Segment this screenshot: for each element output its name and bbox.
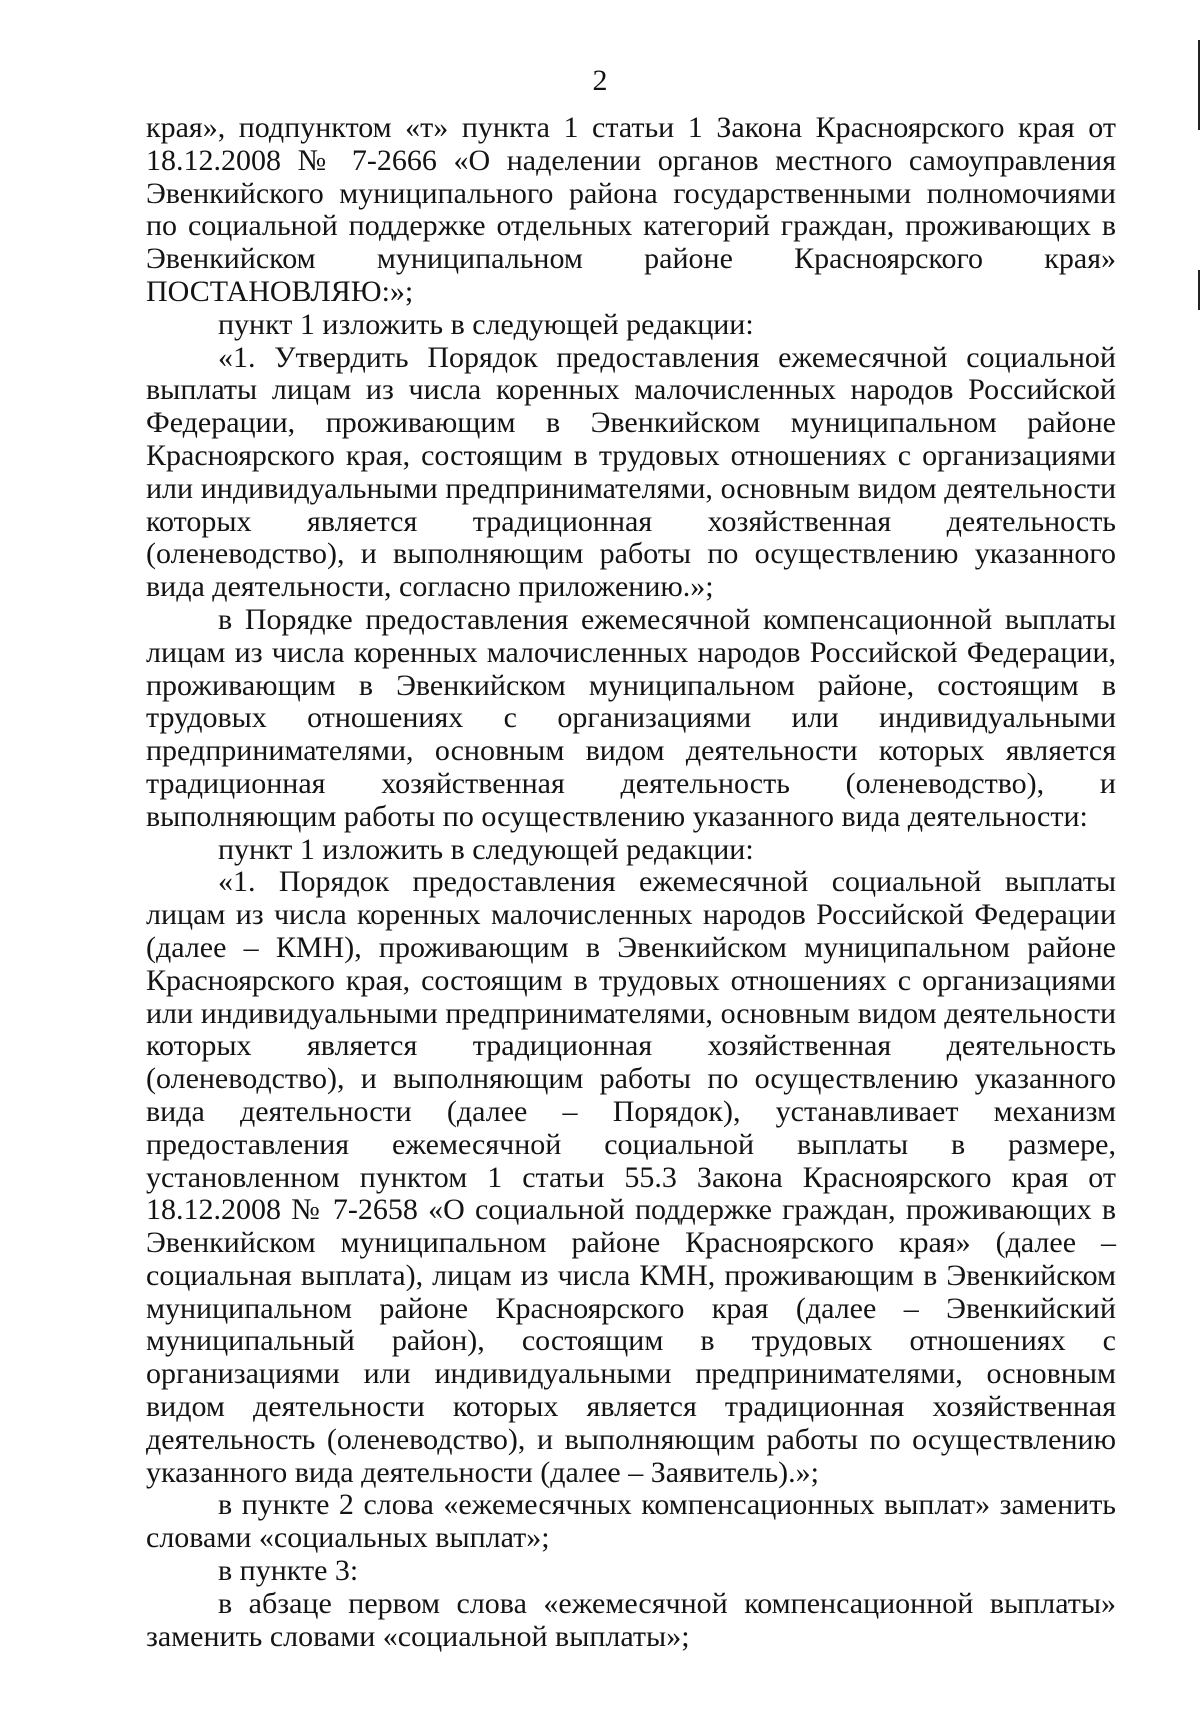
paragraph: «1. Утвердить Порядок предоставления ежемесячной социальной выплаты лицам из числа коренных малочисленных народов Российской Федерации, проживающим в Эвенкийском муниципальном районе Красноярского края, состоящим в трудовых отношениях с организациями или индивидуальными предпринимателями, основным видом деятельности которых является традиционная хозяйственная деятельность (оленеводство), и выполняющим работы по осуществлению указанного вида деятельности, согласно приложению.»; xyxy=(146,340,1116,604)
paragraph: края», подпунктом «т» пункта 1 статьи 1 Закона Красноярского края от 18.12.2008 № 7-2666 «О наделении органов местного самоуправления Эвенкийского муниципального района государственными полномочиями по социальной поддержке отдельных категорий граждан, проживающих в Эвенкийском муниципальном районе Красноярского края» ПОСТАНОВЛЯЮ:»; xyxy=(146,111,1116,308)
paragraph: в пункте 3: xyxy=(218,1554,359,1588)
paragraph: в пункте 2 слова «ежемесячных компенсационных выплат» заменить словами «социальных выплат»; xyxy=(146,1488,1116,1555)
document-body xyxy=(146,112,1116,1653)
paragraph: в абзаце первом слова «ежемесячной компенсационной выплаты» заменить словами «социальной выплаты»; xyxy=(146,1586,1116,1653)
paragraph: пункт 1 изложить в следующей редакции: xyxy=(218,832,754,866)
paragraph: в Порядке предоставления ежемесячной компенсационной выплаты лицам из числа коренных малочисленных народов Российской Федерации, проживающим в Эвенкийском муниципальном районе, состоящим в трудовых отношениях с организациями или индивидуальными предпринимателями, основным видом деятельности которых является традиционная хозяйственная деятельность (оленеводство), и выполняющим работы по осуществлению указанного вида деятельности: xyxy=(146,602,1116,833)
paragraph: пункт 1 изложить в следующей редакции: xyxy=(218,307,754,341)
page-number: 2 xyxy=(592,64,608,97)
paragraph: «1. Порядок предоставления ежемесячной социальной выплаты лицам из числа коренных малочисленных народов Российской Федерации (далее – КМН), проживающим в Эвенкийском муниципальном районе Красноярского края, состоящим в трудовых отношениях с организациями или индивидуальными предпринимателями, основным видом деятельности которых является традиционная хозяйственная деятельность (оленеводство), и выполняющим работы по осуществлению указанного вида деятельности (далее – Порядок), устанавливает механизм предоставления ежемесячной социальной выплаты в размере, установленном пунктом 1 статьи 55.3 Закона Красноярского края от 18.12.2008 № 7-2658 «О социальной поддержке граждан, проживающих в Эвенкийском муниципальном районе Красноярского края» (далее – социальная выплата), лицам из числа КМН, проживающим в Эвенкийском муниципальном районе Красноярского края (далее – Эвенкийский муниципальный район), состоящим в трудовых отношениях с организациями или индивидуальными предпринимателями, основным видом деятельности которых является традиционная хозяйственная деятельность (оленеводство), и выполняющим работы по осуществлению указанного вида деятельности (далее – Заявитель).»; xyxy=(146,865,1116,1489)
